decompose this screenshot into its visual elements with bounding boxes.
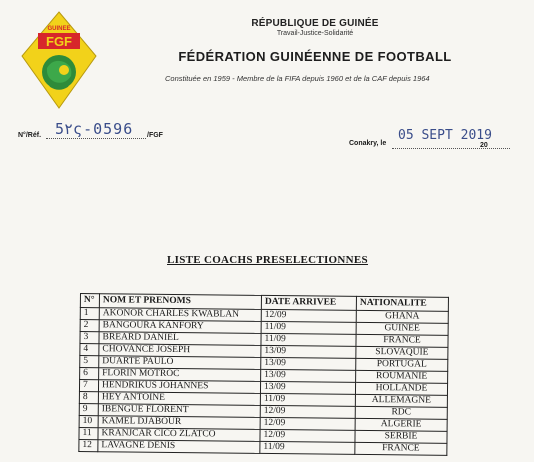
column-header-nationality: NATIONALITE (356, 296, 448, 311)
cell-date: 13/09 (260, 381, 355, 394)
cell-name: BREARD DANIEL (99, 332, 261, 346)
cell-date: 11/09 (260, 393, 355, 406)
cell-date: 12/09 (260, 417, 355, 430)
cell-name: LAVAGNE DENIS (98, 440, 260, 454)
cell-name: CHOVANCE JOSEPH (99, 344, 261, 358)
cell-name: DUARTE PAULO (99, 356, 261, 370)
date-stamp: 05 SEPT 2019 (398, 128, 492, 143)
cell-number: 12 (79, 439, 98, 451)
dateline-city: Conakry, le (349, 140, 387, 147)
cell-nationality: GHANA (356, 310, 448, 323)
cell-nationality: RDC (355, 406, 447, 419)
cell-name: KAMEL DJABOUR (98, 416, 260, 430)
cell-nationality: ROUMANIE (356, 370, 448, 383)
cell-date: 11/09 (261, 333, 356, 346)
coaches-table (78, 293, 449, 456)
cell-name: FLORIN MOTROC (99, 368, 261, 382)
cell-nationality: FRANCE (356, 334, 448, 347)
cell-date: 11/09 (261, 321, 356, 334)
svg-text:FGF: FGF (46, 34, 72, 49)
cell-nationality: ALLEMAGNE (355, 394, 447, 407)
reference-number-stamp: 5۲ς-0596 (55, 120, 134, 138)
cell-date: 12/09 (261, 309, 356, 322)
dateline-year-suffix: 20 (480, 142, 488, 149)
cell-number: 11 (79, 427, 98, 439)
cell-number: 8 (79, 391, 98, 403)
fgf-logo (20, 10, 98, 110)
cell-name: BANGOURA KANFORY (99, 320, 261, 334)
cell-date: 13/09 (261, 345, 356, 358)
cell-number: 3 (80, 332, 99, 344)
cell-date: 12/09 (260, 405, 355, 418)
cell-name: KRANJCAR CICO ZLATCO (98, 428, 260, 442)
constitution-note: Constituée en 1959 - Membre de la FIFA depuis 1960 et de la CAF depuis 1964 (165, 74, 430, 83)
cell-date: 13/09 (261, 369, 356, 382)
cell-nationality: GUINEE (356, 322, 448, 335)
cell-name: AKONOR CHARLES KWABLAN (99, 308, 261, 322)
cell-number: 1 (80, 308, 99, 320)
cell-date: 12/09 (260, 429, 355, 442)
cell-nationality: SLOVAQUIE (356, 346, 448, 359)
cell-date: 11/09 (260, 441, 355, 454)
column-header-number: N° (80, 294, 99, 308)
svg-text:GUINEE: GUINEE (47, 26, 71, 32)
reference-dotted-line (46, 138, 146, 139)
cell-number: 4 (80, 344, 99, 356)
cell-nationality: FRANCE (355, 442, 447, 455)
cell-number: 10 (79, 415, 98, 427)
cell-nationality: PORTUGAL (356, 358, 448, 371)
cell-nationality: SERBIE (355, 430, 447, 443)
date-dotted-line (392, 148, 510, 149)
letterhead (150, 18, 480, 64)
cell-number: 2 (80, 320, 99, 332)
reference-label: N°/Réf. (18, 132, 42, 139)
cell-date: 13/09 (261, 357, 356, 370)
cell-number: 6 (80, 368, 99, 380)
cell-name: IBENGUE FLORENT (98, 404, 260, 418)
cell-nationality: ALGERIE (355, 418, 447, 431)
cell-name: HEY ANTOINE (98, 392, 260, 406)
column-header-name: NOM ET PRENOMS (99, 294, 261, 310)
column-header-arrival-date: DATE ARRIVEE (261, 295, 356, 310)
list-title: LISTE COACHS PRESELECTIONNES (167, 254, 368, 266)
reference-suffix: /FGF (147, 132, 163, 139)
cell-number: 7 (79, 380, 98, 392)
federation-title: FÉDÉRATION GUINÉENNE DE FOOTBALL (178, 49, 452, 64)
cell-number: 9 (79, 403, 98, 415)
cell-number: 5 (80, 356, 99, 368)
motto: Travail-Justice-Solidarité (276, 30, 354, 37)
cell-nationality: HOLLANDE (355, 382, 447, 395)
cell-name: HENDRIKUS JOHANNES (98, 380, 260, 394)
republic-heading: RÉPUBLIQUE DE GUINÉE (251, 18, 379, 29)
